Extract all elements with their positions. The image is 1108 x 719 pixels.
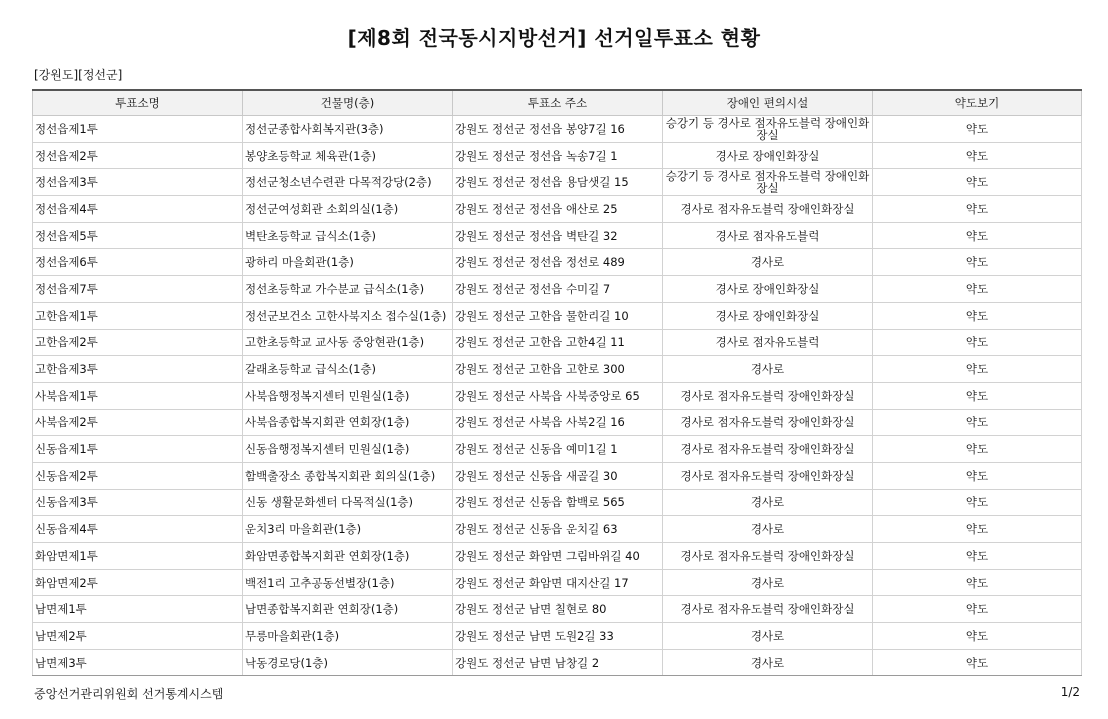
address-cell: 강원도 정선군 사북읍 사북중앙로 65 <box>453 382 663 409</box>
table-row <box>33 196 1082 223</box>
station-name-cell: 정선읍제1투 <box>33 116 243 143</box>
facility-cell: 경사로 장애인화장실 <box>663 276 873 303</box>
facility-cell: 경사로 점자유도블럭 <box>663 222 873 249</box>
station-name-cell: 화암면제2투 <box>33 569 243 596</box>
facility-cell: 경사로 점자유도블럭 <box>663 329 873 356</box>
facility-cell: 승강기 등 경사로 점자유도블럭 장애인화장실 <box>663 169 873 196</box>
address-cell: 강원도 정선군 남면 도원2길 33 <box>453 623 663 650</box>
table-row <box>33 623 1082 650</box>
facility-cell: 경사로 점자유도블럭 장애인화장실 <box>663 462 873 489</box>
station-name-cell: 정선읍제6투 <box>33 249 243 276</box>
address-cell: 강원도 정선군 남면 칠현로 80 <box>453 596 663 623</box>
building-cell: 정선군종합사회복지관(3층) <box>243 116 453 143</box>
address-cell: 강원도 정선군 정선읍 용담샛길 15 <box>453 169 663 196</box>
map-link[interactable]: 약도 <box>873 409 1082 436</box>
table-row <box>33 569 1082 596</box>
table-row <box>33 489 1082 516</box>
table-row <box>33 222 1082 249</box>
table-header-row <box>33 90 1082 116</box>
facility-cell: 경사로 <box>663 623 873 650</box>
map-link[interactable]: 약도 <box>873 142 1082 169</box>
table-row <box>33 543 1082 570</box>
building-cell: 운치3리 마을회관(1층) <box>243 516 453 543</box>
building-cell: 봉양초등학교 체육관(1층) <box>243 142 453 169</box>
building-cell: 화암면종합복지회관 연회장(1층) <box>243 543 453 570</box>
address-cell: 강원도 정선군 정선읍 봉양7길 16 <box>453 116 663 143</box>
facility-cell: 경사로 장애인화장실 <box>663 142 873 169</box>
station-name-cell: 남면제3투 <box>33 649 243 676</box>
station-name-cell: 정선읍제4투 <box>33 196 243 223</box>
facility-cell: 경사로 점자유도블럭 장애인화장실 <box>663 543 873 570</box>
map-link[interactable]: 약도 <box>873 356 1082 383</box>
building-cell: 사북읍행정복지센터 민원실(1층) <box>243 382 453 409</box>
facility-cell: 경사로 점자유도블럭 장애인화장실 <box>663 196 873 223</box>
facility-cell: 경사로 점자유도블럭 장애인화장실 <box>663 409 873 436</box>
table-row <box>33 382 1082 409</box>
column-header: 투표소 주소 <box>453 90 663 116</box>
building-cell: 정선군청소년수련관 다목적강당(2층) <box>243 169 453 196</box>
building-cell: 신동읍행정복지센터 민원실(1층) <box>243 436 453 463</box>
building-cell: 벽탄초등학교 급식소(1층) <box>243 222 453 249</box>
station-name-cell: 신동읍제3투 <box>33 489 243 516</box>
facility-cell: 경사로 점자유도블럭 장애인화장실 <box>663 436 873 463</box>
building-cell: 함백출장소 종합복지회관 회의실(1층) <box>243 462 453 489</box>
facility-cell: 경사로 <box>663 356 873 383</box>
facility-cell: 경사로 장애인화장실 <box>663 302 873 329</box>
station-name-cell: 정선읍제7투 <box>33 276 243 303</box>
facility-cell: 경사로 점자유도블럭 장애인화장실 <box>663 382 873 409</box>
map-link[interactable]: 약도 <box>873 623 1082 650</box>
building-cell: 정선군여성회관 소회의실(1층) <box>243 196 453 223</box>
building-cell: 광하리 마을회관(1층) <box>243 249 453 276</box>
building-cell: 정선초등학교 가수분교 급식소(1층) <box>243 276 453 303</box>
station-name-cell: 정선읍제5투 <box>33 222 243 249</box>
table-row <box>33 596 1082 623</box>
building-cell: 정선군보건소 고한사북지소 접수실(1층) <box>243 302 453 329</box>
facility-cell: 경사로 <box>663 249 873 276</box>
address-cell: 강원도 정선군 화암면 대지산길 17 <box>453 569 663 596</box>
address-cell: 강원도 정선군 정선읍 벽탄길 32 <box>453 222 663 249</box>
table-row <box>33 329 1082 356</box>
address-cell: 강원도 정선군 화암면 그림바위길 40 <box>453 543 663 570</box>
station-name-cell: 남면제2투 <box>33 623 243 650</box>
table-row <box>33 302 1082 329</box>
address-cell: 강원도 정선군 신동읍 새골길 30 <box>453 462 663 489</box>
station-name-cell: 고한읍제2투 <box>33 329 243 356</box>
table-row <box>33 356 1082 383</box>
map-link[interactable]: 약도 <box>873 196 1082 223</box>
station-name-cell: 남면제1투 <box>33 596 243 623</box>
map-link[interactable]: 약도 <box>873 569 1082 596</box>
address-cell: 강원도 정선군 고한읍 물한리길 10 <box>453 302 663 329</box>
station-name-cell: 고한읍제3투 <box>33 356 243 383</box>
station-name-cell: 화암면제1투 <box>33 543 243 570</box>
table-body <box>33 116 1082 676</box>
page-title: [제8회 전국동시지방선거] 선거일투표소 현황 <box>347 26 761 50</box>
facility-cell: 경사로 <box>663 516 873 543</box>
address-cell: 강원도 정선군 신동읍 예미1길 1 <box>453 436 663 463</box>
table-row <box>33 462 1082 489</box>
facility-cell: 경사로 <box>663 569 873 596</box>
table-row <box>33 649 1082 676</box>
column-header: 건물명(층) <box>243 90 453 116</box>
map-link[interactable]: 약도 <box>873 516 1082 543</box>
map-link[interactable]: 약도 <box>873 276 1082 303</box>
building-cell: 낙동경로당(1층) <box>243 649 453 676</box>
address-cell: 강원도 정선군 정선읍 수미길 7 <box>453 276 663 303</box>
address-cell: 강원도 정선군 신동읍 함백로 565 <box>453 489 663 516</box>
address-cell: 강원도 정선군 정선읍 정선로 489 <box>453 249 663 276</box>
address-cell: 강원도 정선군 사북읍 사북2길 16 <box>453 409 663 436</box>
station-name-cell: 사북읍제1투 <box>33 382 243 409</box>
table-row <box>33 409 1082 436</box>
building-cell: 백전1리 고추공동선별장(1층) <box>243 569 453 596</box>
column-header: 약도보기 <box>873 90 1082 116</box>
table-row <box>33 249 1082 276</box>
table-row <box>33 516 1082 543</box>
building-cell: 무릉마을회관(1층) <box>243 623 453 650</box>
map-link[interactable]: 약도 <box>873 649 1082 676</box>
map-link[interactable]: 약도 <box>873 436 1082 463</box>
polling-station-table <box>32 89 1082 676</box>
address-cell: 강원도 정선군 고한읍 고한로 300 <box>453 356 663 383</box>
footer-org: 중앙선거관리위원회 선거통계시스템 <box>34 687 224 701</box>
station-name-cell: 고한읍제1투 <box>33 302 243 329</box>
building-cell: 남면종합복지회관 연회장(1층) <box>243 596 453 623</box>
map-link[interactable]: 약도 <box>873 462 1082 489</box>
station-name-cell: 신동읍제4투 <box>33 516 243 543</box>
address-cell: 강원도 정선군 신동읍 운치길 63 <box>453 516 663 543</box>
facility-cell: 승강기 등 경사로 점자유도블럭 장애인화장실 <box>663 116 873 143</box>
building-cell: 사북읍종합복지회관 연회장(1층) <box>243 409 453 436</box>
table-row <box>33 116 1082 143</box>
map-link[interactable]: 약도 <box>873 489 1082 516</box>
building-cell: 갈래초등학교 급식소(1층) <box>243 356 453 383</box>
map-link[interactable]: 약도 <box>873 329 1082 356</box>
region-breadcrumb: [강원도][정선군] <box>34 68 123 82</box>
building-cell: 신동 생활문화센터 다목적실(1층) <box>243 489 453 516</box>
station-name-cell: 사북읍제2투 <box>33 409 243 436</box>
map-link[interactable]: 약도 <box>873 596 1082 623</box>
station-name-cell: 정선읍제3투 <box>33 169 243 196</box>
table-row <box>33 142 1082 169</box>
table-row <box>33 169 1082 196</box>
column-header: 투표소명 <box>33 90 243 116</box>
address-cell: 강원도 정선군 남면 남창길 2 <box>453 649 663 676</box>
map-link[interactable]: 약도 <box>873 302 1082 329</box>
map-link[interactable]: 약도 <box>873 249 1082 276</box>
table-row <box>33 436 1082 463</box>
page-number: 1/2 <box>1060 685 1080 699</box>
map-link[interactable]: 약도 <box>873 382 1082 409</box>
table-row <box>33 276 1082 303</box>
column-header: 장애인 편의시설 <box>663 90 873 116</box>
building-cell: 고한초등학교 교사동 중앙현관(1층) <box>243 329 453 356</box>
facility-cell: 경사로 점자유도블럭 장애인화장실 <box>663 596 873 623</box>
station-name-cell: 신동읍제1투 <box>33 436 243 463</box>
map-link[interactable]: 약도 <box>873 222 1082 249</box>
address-cell: 강원도 정선군 정선읍 애산로 25 <box>453 196 663 223</box>
facility-cell: 경사로 <box>663 489 873 516</box>
facility-cell: 경사로 <box>663 649 873 676</box>
station-name-cell: 정선읍제2투 <box>33 142 243 169</box>
map-link[interactable]: 약도 <box>873 116 1082 143</box>
station-name-cell: 신동읍제2투 <box>33 462 243 489</box>
map-link[interactable]: 약도 <box>873 543 1082 570</box>
map-link[interactable]: 약도 <box>873 169 1082 196</box>
address-cell: 강원도 정선군 정선읍 녹송7길 1 <box>453 142 663 169</box>
address-cell: 강원도 정선군 고한읍 고한4길 11 <box>453 329 663 356</box>
